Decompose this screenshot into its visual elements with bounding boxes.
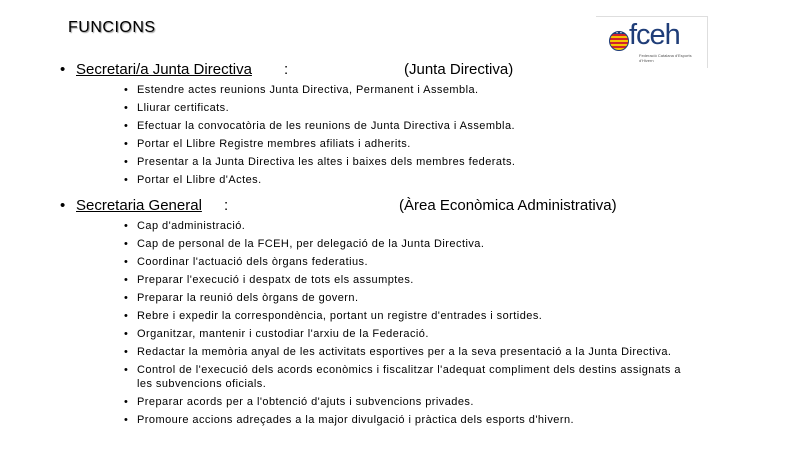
list-item: • Portar el Llibre Registre membres afiliats i adherits. [124,138,411,150]
section-name: Secretari/a Junta Directiva [76,61,252,78]
list-item: • Efectuar la convocatòria de les reunions de Junta Directiva i Assembla. [124,120,516,132]
list-item: • Promoure accions adreçades a la major divulgació i pràctica dels esports d'hivern. [124,414,575,426]
list-item: • Preparar la reunió dels òrgans de govern. [124,292,359,304]
fceh-logo [596,16,708,68]
list-item: • Lliurar certificats. [124,102,230,114]
list-item: • Cap d'administració. [124,220,246,232]
duties-list [124,83,684,191]
list-item: • Control de l'execució dels acords econòmics i fiscalitzar l'adequat compliment dels destins assignats a les subvencions oficials. [124,364,681,390]
list-item: • Organitzar, mantenir i custodiar l'arxiu de la Federació. [124,328,429,340]
duties-list [124,219,684,431]
section-area: (Junta Directiva) [404,61,514,78]
section-name: Secretaria General [76,197,202,214]
list-item: • Cap de personal de la FCEH, per delegació de la Junta Directiva. [124,238,485,250]
logo-wordmark: fceh [629,19,680,51]
catalan-flag-emblem-icon [609,31,629,51]
list-item: • Preparar acords per a l'obtenció d'ajuts i subvencions privades. [124,396,474,408]
page-title: FUNCIONS [68,19,156,36]
section-colon: : [284,61,289,78]
list-item: • Rebre i expedir la correspondència, portant un registre d'entrades i sortides. [124,310,543,322]
list-item: • Estendre actes reunions Junta Directiva, Permanent i Assembla. [124,84,479,96]
bullet: • [60,61,66,78]
list-item: • Preparar l'execució i despatx de tots els assumptes. [124,274,414,286]
list-item: • Coordinar l'actuació dels òrgans federatius. [124,256,369,268]
logo-subtitle: Federació Catalana d'Esports d'Hivern [639,53,692,63]
section-area: (Àrea Econòmica Administrativa) [399,197,617,214]
list-item: • Redactar la memòria anyal de les activitats esportives per a la seva presentació a la Junta Directiva. [124,346,672,358]
list-item: • Presentar a la Junta Directiva les altes i baixes dels membres federats. [124,156,516,168]
list-item: • Portar el Llibre d'Actes. [124,174,262,186]
section-colon: : [224,197,229,214]
bullet: • [60,197,66,214]
